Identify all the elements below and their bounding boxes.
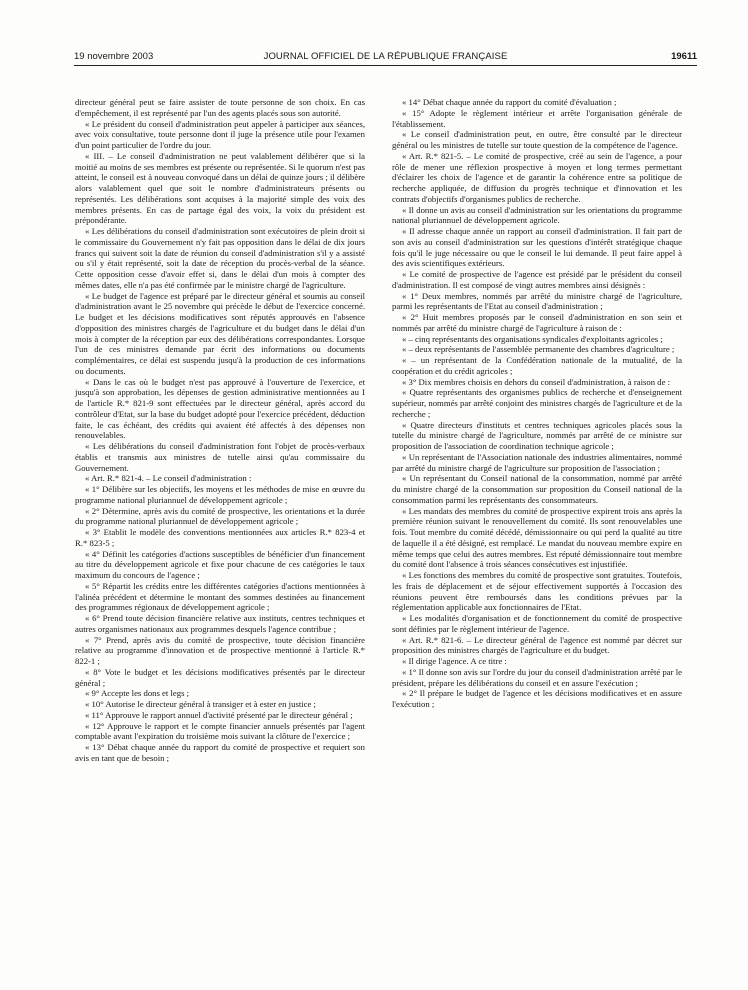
list-item: « 2° Détermine, après avis du comité de prospective, les orientations et la durée du programme national pluriannuel de développement agricole ; xyxy=(75,505,365,527)
paragraph: « III. – Le conseil d'administration ne peut valablement délibérer que si la moitié au moins de ses membres est présente ou représentée. Si le quorum n'est pas atteint, le conseil est à nouveau convoqué dans un délai de quinze jours ; il délibère alors valablement quel que soit le nombre d'administrateurs présents ou représentés. Les délibérations sont acquises à la majorité simple des voix des membres présents. En cas de partage égal des voix, la voix du président est prépondérante. xyxy=(75,150,365,226)
list-item: « 12° Approuve le rapport et le compte financier annuels présentés par l'agent comptable avant l'expiration du troisième mois suivant la clôture de l'exercice ; xyxy=(75,720,365,742)
article-heading: « Art. R.* 821-5. – Le comité de prospective, créé au sein de l'agence, a pour rôle de mener une réflexion prospective à moyen et long termes permettant d'éclairer les choix de l'agence et de garantir la cohérence entre sa politique de recherche appliquée, de diffusion du progrès technique et d'innovation et les contrats d'objectifs d'organismes publics de recherche. xyxy=(392,150,682,204)
left-column xyxy=(75,97,365,764)
list-item: « 2° Huit membres proposés par le conseil d'administration en son sein et nommés par arrêté du ministre chargé de l'agriculture à raison de : xyxy=(392,312,682,333)
list-item: « 9° Accepte les dons et legs ; xyxy=(85,688,190,699)
page-header xyxy=(74,49,697,66)
paragraph: « Il dirige l'agence. A ce titre : xyxy=(402,656,507,666)
article-heading: « Art. R.* 821-6. – Le directeur général de l'agence est nommé par décret sur proposition des ministres chargés de l'agriculture et du budget. xyxy=(392,634,682,656)
list-item: « 1° Il donne son avis sur l'ordre du jour du conseil d'administration arrêté par le président, prépare les délibérations du conseil et en assure l'exécution ; xyxy=(392,666,682,688)
article-heading: « Art. R.* 821-4. – Le conseil d'administration : xyxy=(85,473,252,484)
list-item: « 3° Etablit le modèle des conventions mentionnées aux articles R.* 823-4 et R.* 823-5 ; xyxy=(75,527,365,548)
paragraph: « Quatre représentants des organismes publics de recherche et d'enseignement supérieur, nommés par arrêté conjoint des ministres chargés de l'agriculture et de la recherche ; xyxy=(392,387,682,419)
list-item: « 11° Approuve le rapport annuel d'activité présenté par le directeur général ; xyxy=(85,709,353,720)
list-item: « 7° Prend, après avis du comité de prospective, toute décision financière relative au programme d'innovation et de prospective mentionné à l'article R.* 822-1 ; xyxy=(75,634,365,666)
paragraph: directeur général peut se faire assister de toute personne de son choix. En cas d'empêchement, il est représenté par l'un des agents placés sous son autorité. xyxy=(75,97,365,118)
list-item: « – deux représentants de l'assemblée permanente des chambres d'agriculture ; xyxy=(402,344,675,355)
list-item: « 6° Prend toute décision financière relative aux instituts, centres techniques et autres organismes nationaux aux programmes desquels l'agence contribue ; xyxy=(75,613,365,634)
list-item: « 13° Débat chaque année du rapport du comité de prospective et requiert son avis en tant que de besoin ; xyxy=(75,742,365,763)
list-item: « 14° Débat chaque année du rapport du comité d'évaluation ; xyxy=(402,97,617,107)
paragraph: « Un représentant de l'Association nationale des industries alimentaires, nommé par arrêté du ministre chargé de l'agriculture sur proposition de l'association ; xyxy=(392,451,682,473)
paragraph: « Les délibérations du conseil d'administration font l'objet de procès-verbaux établis et transmis aux ministres de tutelle ainsi qu'au commissaire du Gouvernement. xyxy=(75,441,365,473)
list-item: « – un représentant de la Confédération nationale de la mutualité, de la coopération et du crédit agricoles ; xyxy=(392,355,682,376)
paragraph: « Les fonctions des membres du comité de prospective sont gratuites. Toutefois, les frais de déplacement et de séjour effectivement supportés à l'occasion des réunions peuvent être remboursés dans les conditions prévues par la réglementation applicable aux fonctionnaires de l'Etat. xyxy=(392,570,682,613)
list-item: « 10° Autorise le directeur général à transiger et à ester en justice ; xyxy=(85,699,316,709)
list-item: « 3° Dix membres choisis en dehors du conseil d'administration, à raison de : xyxy=(402,376,671,387)
list-item: « – cinq représentants des organisations syndicales d'exploitants agricoles ; xyxy=(402,333,663,344)
list-item: « 5° Répartit les crédits entre les différentes catégories d'actions mentionnées à l'alinéa précédent et détermine le montant des sommes destinées au financement des programmes régionaux de développement agricole ; xyxy=(75,580,365,613)
paragraph: « Dans le cas où le budget n'est pas approuvé à l'ouverture de l'exercice, et jusqu'à son approbation, les dépenses de gestion administrative mentionnées au I de l'article R.* 821-9 sont effectuées par le directeur général, après accord du contrôleur d'Etat, sur la base du budget adopté pour l'exercice précédent, déduction faite, le cas échéant, des crédits qui avaient été affectés à des dépenses non renouvelables. xyxy=(75,376,365,441)
paragraph: « Quatre directeurs d'instituts et centres techniques agricoles placés sous la tutelle du ministre chargé de l'agriculture, nommés par arrêté de ce ministre sur proposition de l'association de coordination technique agricole ; xyxy=(392,419,682,451)
header-date: 19 novembre 2003 xyxy=(74,51,154,62)
list-item: « 1° Deux membres, nommés par arrêté du ministre chargé de l'agriculture, parmi les représentants de l'Etat au conseil d'administration ; xyxy=(392,290,682,312)
paragraph: « Le conseil d'administration peut, en outre, être consulté par le directeur général ou les ministres de tutelle sur toute question de la compétence de l'agence. xyxy=(392,129,682,150)
list-item: « 2° Il prépare le budget de l'agence et les décisions modificatives et en assure l'exécution ; xyxy=(392,688,682,709)
list-item: « 15° Adopte le règlement intérieur et arrête l'organisation générale de l'établissement. xyxy=(392,107,682,129)
paragraph: « Le président du conseil d'administration peut appeler à participer aux séances, avec voix consultative, toute personne dont il juge la présence utile pour l'examen d'un point particulier de l'ordre du jour. xyxy=(75,118,365,150)
list-item: « 4° Définit les catégories d'actions susceptibles de bénéficier d'un financement au titre du développement agricole et fixe pour chacune de ces catégories le taux maximum du concours de l'agence ; xyxy=(75,548,365,580)
paragraph: « Le budget de l'agence est préparé par le directeur général et soumis au conseil d'administration avant le 25 novembre qui précède le début de l'exercice concerné. Le budget et les décisions modificatives sont réputés approuvés en l'absence d'opposition des ministres chargés de l'agriculture et du budget dans le délai d'un mois à compter de la réception par eux des délibérations correspondantes. Lorsque l'un de ces ministres demande par écrit des informations ou documents complémentaires, ce délai est suspendu jusqu'à la production de ces informations ou documents. xyxy=(75,290,365,376)
paragraph: « Un représentant du Conseil national de la consommation, nommé par arrêté du ministre chargé de la consommation sur proposition du Conseil national de la consommation parmi les représentants des consommateurs. xyxy=(392,473,682,505)
right-column xyxy=(392,97,682,710)
page-number: 19611 xyxy=(671,51,697,62)
list-item: « 1° Délibère sur les objectifs, les moyens et les méthodes de mise en œuvre du programme national pluriannuel de développement agricole ; xyxy=(75,484,365,505)
paragraph: « Il donne un avis au conseil d'administration sur les orientations du programme national pluriannuel de développement agricole. xyxy=(392,204,682,226)
paragraph: « Les délibérations du conseil d'administration sont exécutoires de plein droit si le commissaire du Gouvernement n'y fait pas opposition dans le délai de dix jours francs qui suivent soit la date de réunion du conseil d'administration s'il y a assisté ou s'il y était représenté, soit la date de réception du procès-verbal de la séance. Cette opposition cesse d'avoir effet si, dans le délai d'un mois à compter des mêmes dates, elle n'a pas été confirmée par le ministre chargé de l'agriculture. xyxy=(75,226,365,290)
list-item: « 8° Vote le budget et les décisions modificatives présentés par le directeur général ; xyxy=(75,666,365,688)
paragraph: « Le comité de prospective de l'agence est présidé par le président du conseil d'administration. Il est composé de vingt autres membres ainsi désignés : xyxy=(392,269,682,290)
header-title: JOURNAL OFFICIEL DE LA RÉPUBLIQUE FRANÇAISE xyxy=(263,51,508,62)
paragraph: « Les modalités d'organisation et de fonctionnement du comité de prospective sont définies par le règlement intérieur de l'agence. xyxy=(392,613,682,634)
paragraph: « Il adresse chaque année un rapport au conseil d'administration. Il fait part de son avis au conseil d'administration sur les questions d'intérêt stratégique chaque fois qu'il le juge nécessaire ou que le conseil le lui demande. Il peut faire appel à des avis scientifiques extérieurs. xyxy=(392,226,682,269)
paragraph: « Les mandats des membres du comité de prospective expirent trois ans après la première réunion suivant le renouvellement du comité. Ils sont renouvelables une fois. Tout membre du comité décédé, démissionnaire ou qui perd la qualité au titre de laquelle il a été désigné, est remplacé. Le mandat du nouveau membre expire en même temps que celui des autres membres. Est réputé démissionnaire tout membre du comité dont l'absence à trois séances consécutives est injustifiée. xyxy=(392,505,682,570)
